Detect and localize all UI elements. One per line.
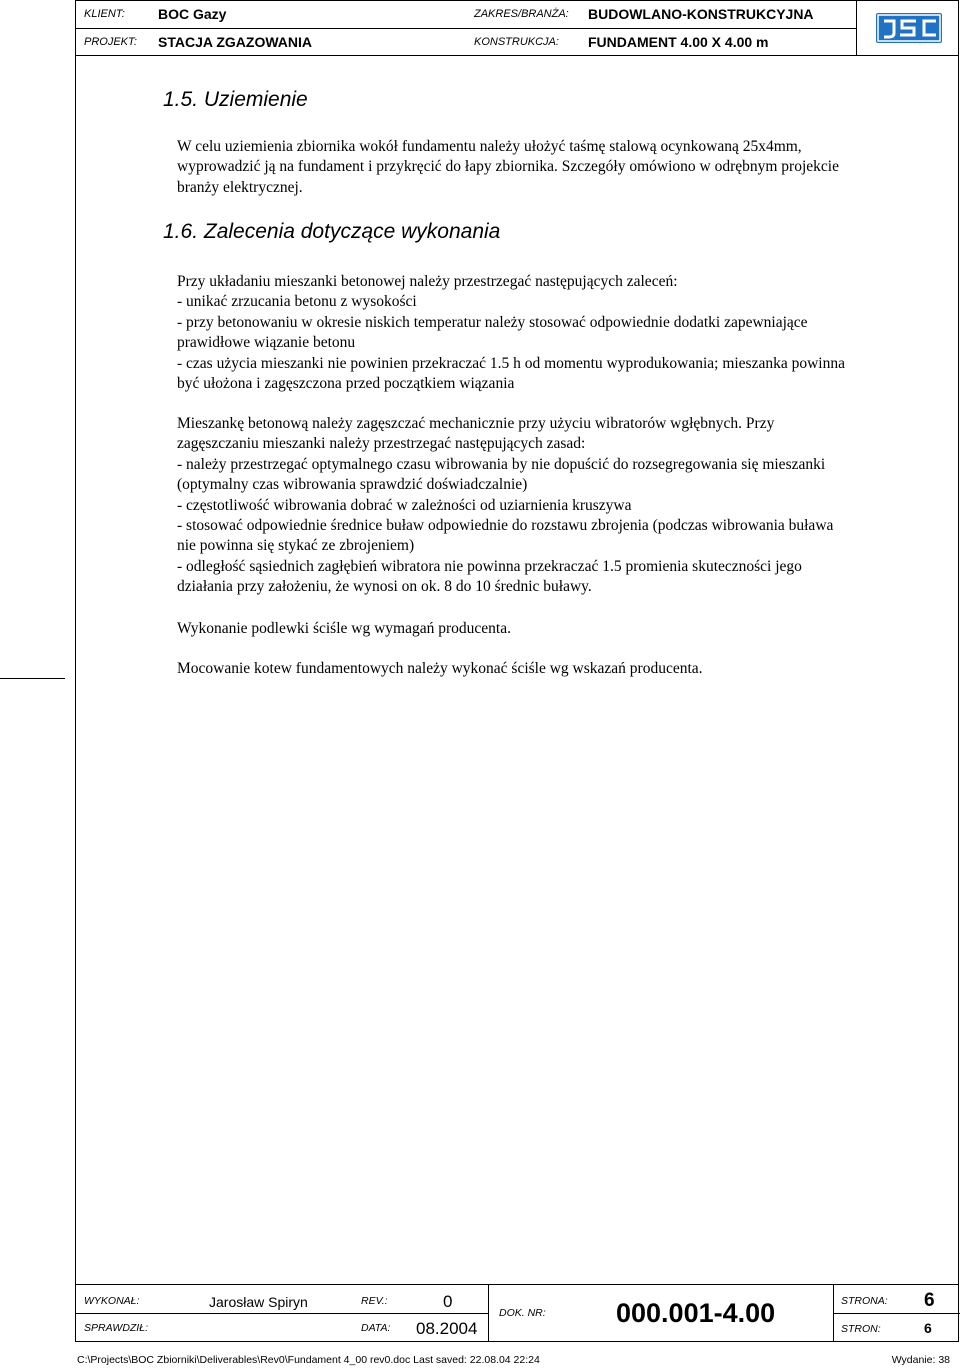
text-line: Wykonanie podlewki ściśle wg wymagań producenta. — [177, 620, 511, 637]
list-item: - czas użycia mieszanki nie powinien przekraczać 1.5 h od momentu wyprodukowania; mieszanka powinna — [177, 354, 845, 372]
text-line: Przy układaniu mieszanki betonowej należy przestrzegać następujących zaleceń: — [177, 273, 678, 290]
section-1-6-title: 1.6. Zalecenia dotyczące wykonania — [163, 220, 501, 243]
section-1-6-paragraph-1 — [177, 272, 937, 394]
text-line: prawidłowe wiązanie betonu — [177, 334, 356, 352]
document-footer — [75, 1284, 959, 1342]
data-label: DATA: — [361, 1322, 391, 1334]
text-line: Mocowanie kotew fundamentowych należy wykonać ściśle wg wskazań producenta. — [177, 660, 703, 677]
footer-divider — [488, 1285, 489, 1341]
footer-row-divider — [76, 1313, 488, 1314]
projekt-label: PROJEKT: — [84, 36, 137, 48]
header-divider — [856, 1, 857, 55]
projekt-value: STACJA ZGAZOWANIA — [158, 34, 312, 50]
section-1-5-title: 1.5. Uziemienie — [163, 88, 308, 111]
klient-label: KLIENT: — [84, 8, 125, 20]
stron-value: 6 — [924, 1320, 932, 1336]
text-line: nie powinna się stykać ze zbrojeniem) — [177, 537, 415, 555]
text-line: Mieszankę betonową należy zagęszczać mechanicznie przy użyciu wibratorów wgłębnych. Przy — [177, 415, 775, 432]
konstrukcja-value: FUNDAMENT 4.00 X 4.00 m — [588, 34, 769, 50]
text-line: branży elektrycznej. — [177, 178, 303, 196]
list-item: - unikać zrzucania betonu z wysokości — [177, 293, 417, 311]
zakres-label: ZAKRES/BRANŻA: — [474, 8, 569, 20]
document-header — [75, 0, 959, 56]
list-item: - należy przestrzegać optymalnego czasu wibrowania by nie dopuścić do rozsegregowania się mieszanki — [177, 455, 826, 473]
dok-label: DOK. NR: — [499, 1307, 546, 1319]
text-line: być ułożona i zagęszczona przed początkiem wiązania — [177, 375, 515, 393]
sprawdzil-label: SPRAWDZIŁ: — [84, 1322, 148, 1334]
wykonal-value: Jarosław Spiryn — [209, 1294, 308, 1310]
section-1-5-text — [177, 137, 937, 198]
list-item: - stosować odpowiednie średnice buław odpowiednie do rozstawu zbrojenia (podczas wibrowania buława — [177, 517, 834, 535]
rev-label: REV.: — [361, 1295, 388, 1307]
list-item: - odległość sąsiednich zagłębień wibratora nie powinna przekraczać 1.5 promienia skuteczności jego — [177, 557, 802, 575]
konstrukcja-label: KONSTRUKCJA: — [474, 36, 559, 48]
document-number: 000.001-4.00 — [616, 1298, 776, 1328]
list-item: - przy betonowaniu w okresie niskich temperatur należy stosować odpowiednie dodatki zapewniające — [177, 313, 808, 331]
text-line: W celu uziemienia zbiornika wokół fundamentu należy ułożyć taśmę stalową ocynkowaną 25x4mm, — [177, 138, 802, 155]
section-1-6-paragraph-3 — [177, 619, 937, 639]
text-line: działania przy założeniu, że wynosi on ok. 8 do 10 średnic buławy. — [177, 578, 592, 596]
section-1-6-paragraph-4 — [177, 659, 937, 679]
footer-divider — [833, 1285, 834, 1341]
rev-value: 0 — [443, 1292, 453, 1311]
text-line: zagęszczaniu mieszanki należy przestrzegać następujących zasad: — [177, 435, 586, 453]
text-line: (optymalny czas wibrowania sprawdzić doświadczalnie) — [177, 476, 528, 494]
margin-mark-line — [0, 678, 65, 679]
edition-label: Wydanie: 38 — [891, 1354, 950, 1366]
footer-row-divider — [833, 1313, 960, 1314]
list-item: - częstotliwość wibrowania dobrać w zależności od uziarnienia kruszywa — [177, 496, 632, 514]
company-logo — [876, 13, 942, 43]
wykonal-label: WYKONAŁ: — [84, 1295, 140, 1307]
stron-label: STRON: — [841, 1323, 881, 1335]
zakres-value: BUDOWLANO-KONSTRUKCYJNA — [588, 6, 814, 22]
strona-label: STRONA: — [841, 1295, 888, 1307]
text-line: wyprowadzić ją na fundament i przykręcić do łapy zbiornika. Szczegóły omówiono w odrębnym projekcie — [177, 158, 839, 176]
klient-value: BOC Gazy — [158, 6, 227, 22]
file-path: C:\Projects\BOC Zbiorniki\Deliverables\Rev0\Fundament 4_00 rev0.doc Last saved: 22.08.04 22:24 — [77, 1354, 540, 1366]
section-1-6-paragraph-2 — [177, 414, 937, 598]
data-value: 08.2004 — [416, 1319, 478, 1338]
strona-value: 6 — [924, 1290, 935, 1311]
